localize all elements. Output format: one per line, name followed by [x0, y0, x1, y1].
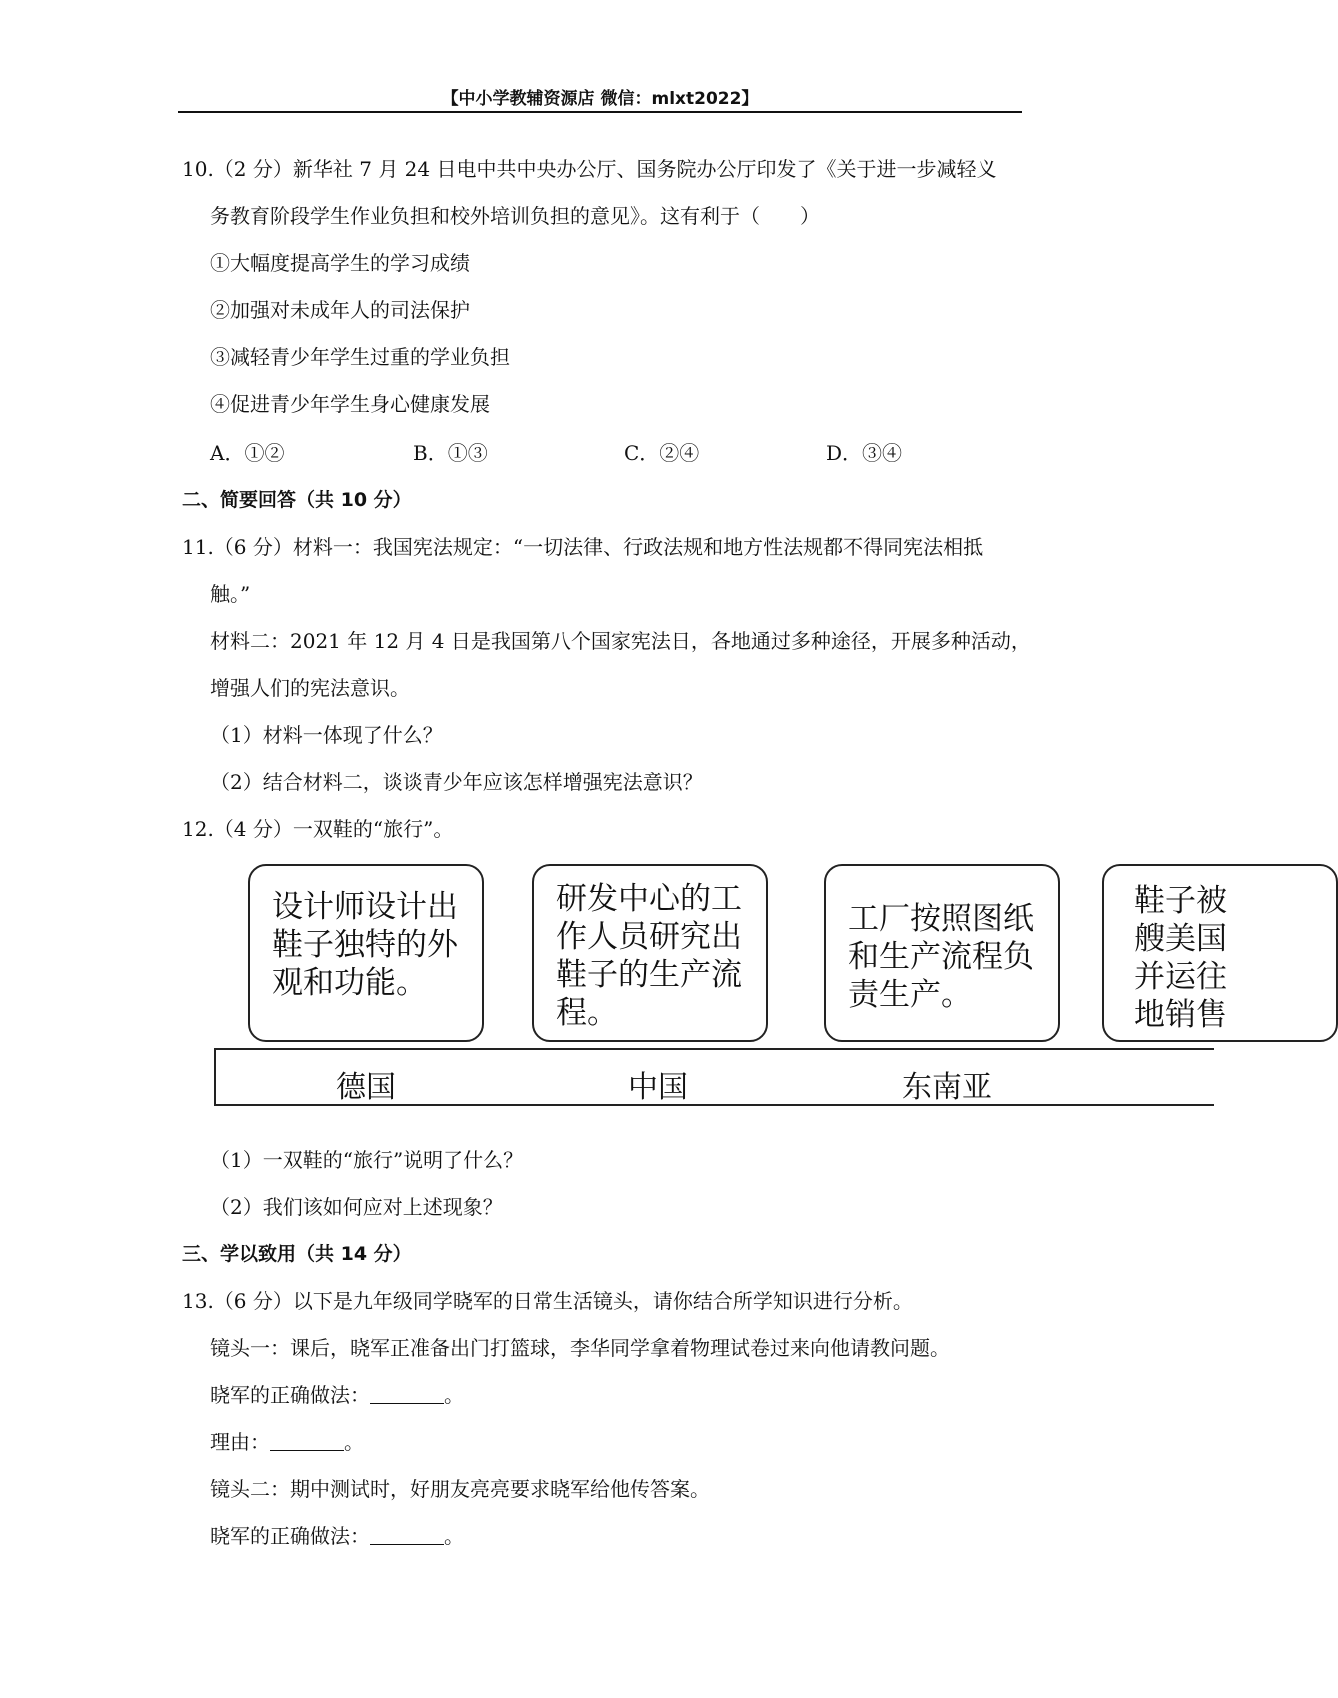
q11-line1: 11.（6 分）材料一：我国宪法规定：“一切法律、行政法规和地方性法规都不得同宪法相抵 [182, 535, 984, 559]
q13-line1: 13.（6 分）以下是九年级同学晓军的日常生活镜头，请你结合所学知识进行分析。 [182, 1289, 913, 1313]
answer-blank[interactable] [370, 1385, 444, 1404]
q10-option-a: A．①② [210, 441, 285, 465]
step-factory-box [824, 864, 1060, 1042]
q12-sub1: （1）一双鞋的“旅行”说明了什么？ [210, 1148, 524, 1172]
q10-option-d: D．③④ [826, 441, 903, 465]
q13-scene1: 镜头一：课后，晓军正准备出门打篮球，李华同学拿着物理试卷过来向他请教问题。 [210, 1336, 950, 1360]
q10-item-2: ②加强对未成年人的司法保护 [210, 298, 470, 322]
answer-label: 晓军的正确做法： [210, 1383, 370, 1407]
box-text: 程。 [556, 995, 618, 1031]
box-text: 鞋子独特的外 [272, 927, 458, 963]
q12-title: 12.（4 分）一双鞋的“旅行”。 [182, 817, 454, 841]
box-text: 研发中心的工 [556, 881, 742, 917]
country-label-germany: 德国 [336, 1070, 396, 1105]
box-text: 并运往 [1134, 959, 1227, 995]
period: 。 [344, 1430, 364, 1454]
shoe-journey-diagram [210, 858, 1227, 1114]
box-text: 鞋子的生产流 [556, 957, 742, 993]
box-text: 工厂按照图纸 [848, 901, 1034, 937]
reason-label: 理由： [210, 1430, 270, 1454]
country-label-china: 中国 [628, 1070, 688, 1105]
section-heading-3: 三、学以致用（共 14 分） [182, 1243, 412, 1265]
q10-line1: 10.（2 分）新华社 7 月 24 日电中共中央办公厅、国务院办公厅印发了《关于进一步减轻义 [182, 157, 997, 181]
q10-option-b: B．①③ [413, 441, 488, 465]
q10-item-1: ①大幅度提高学生的学习成绩 [210, 251, 470, 275]
page-header: 【中小学教辅资源店 微信：mlxt2022】 [441, 89, 759, 109]
country-label-southeast-asia: 东南亚 [902, 1070, 992, 1105]
box-text: 和生产流程负 [848, 939, 1034, 975]
step-sales-box [1102, 864, 1338, 1042]
answer-label: 晓军的正确做法： [210, 1524, 370, 1548]
q10-item-4: ④促进青少年学生身心健康发展 [210, 392, 490, 416]
box-text: 艘美国 [1134, 921, 1227, 957]
reason-blank[interactable] [270, 1432, 344, 1451]
q11-line4: 增强人们的宪法意识。 [210, 676, 410, 700]
q13-answer-line-1 [210, 1382, 464, 1408]
q10-line2: 务教育阶段学生作业负担和校外培训负担的意见》。这有利于（ ） [210, 204, 820, 228]
q11-line3: 材料二：2021 年 12 月 4 日是我国第八个国家宪法日，各地通过多种途径，开展多种活动， [210, 629, 1031, 653]
q13-reason-line [210, 1429, 364, 1455]
q11-sub2: （2）结合材料二，谈谈青少年应该怎样增强宪法意识？ [210, 770, 703, 794]
section-heading-2: 二、简要回答（共 10 分） [182, 489, 412, 511]
q10-option-c: C．②④ [624, 441, 700, 465]
q13-scene2: 镜头二：期中测试时，好朋友亮亮要求晓军给他传答案。 [210, 1477, 710, 1501]
box-text: 地销售 [1134, 997, 1227, 1033]
q11-sub1: （1）材料一体现了什么？ [210, 723, 443, 747]
step-design-box [248, 864, 484, 1042]
header-rule [178, 111, 1022, 113]
q12-sub2: （2）我们该如何应对上述现象？ [210, 1195, 503, 1219]
q11-line2: 触。” [210, 582, 251, 606]
box-text: 鞋子被 [1134, 883, 1227, 919]
period: 。 [444, 1383, 464, 1407]
period: 。 [444, 1524, 464, 1548]
box-text: 观和功能。 [272, 965, 427, 1001]
q13-answer-line-2 [210, 1523, 464, 1549]
answer-blank[interactable] [370, 1526, 444, 1545]
box-text: 责生产。 [848, 977, 972, 1013]
box-text: 作人员研究出 [556, 919, 742, 955]
q10-item-3: ③减轻青少年学生过重的学业负担 [210, 345, 510, 369]
step-research-box [532, 864, 768, 1042]
box-text: 设计师设计出 [272, 889, 458, 925]
